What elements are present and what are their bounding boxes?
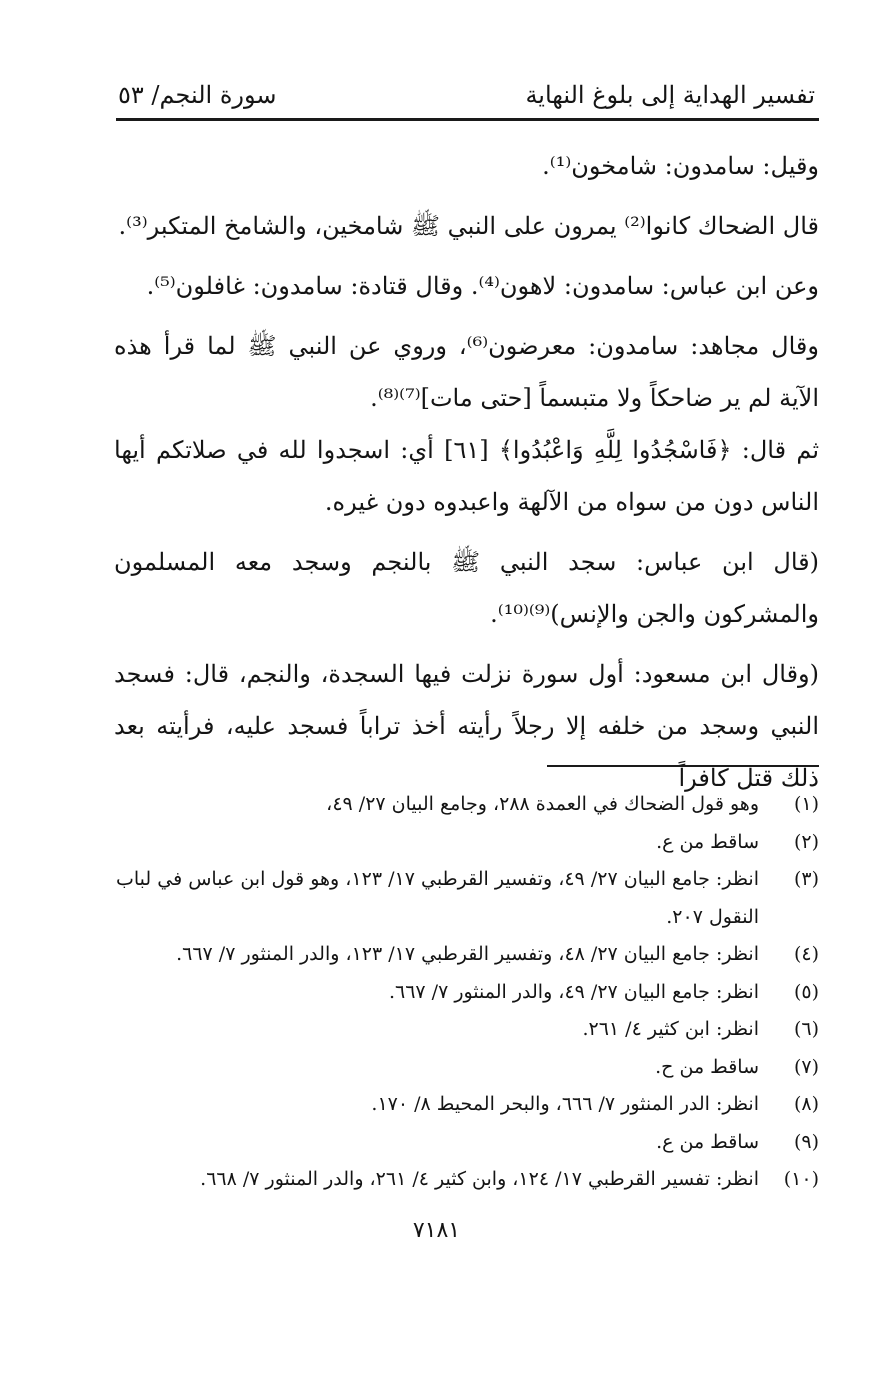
paragraph: وعن ابن عباس: سامدون: لاهون⁽⁴⁾. وقال قتادة: سامدون: غافلون⁽⁵⁾. <box>146 272 819 300</box>
footnote-item <box>116 1086 819 1124</box>
footnote-item <box>116 936 819 974</box>
footnote-text: وهو قول الضحاك في العمدة ٢٨٨، وجامع البيان ٢٧/ ٤٩، <box>326 793 759 815</box>
footnote-number: (٦) <box>793 1018 819 1040</box>
main-text <box>114 140 819 804</box>
paragraph: ثم قال: ﴿فَاسْجُدُوا لِلَّهِ وَاعْبُدُوا﴾ [٦١] أي: اسجدوا لله في صلاتكم أيها الناس دون من سواه من الآلهة واعبدوه دون غيره. <box>114 436 819 516</box>
running-header-title: تفسير الهداية إلى بلوغ النهاية <box>525 81 815 109</box>
paragraph: وقيل: سامدون: شامخون⁽¹⁾. <box>542 152 819 180</box>
paragraph: (وقال ابن مسعود: أول سورة نزلت فيها السجدة، والنجم، قال: فسجد النبي وسجد من خلفه إلا رجلاً رأيته أخذ تراباً فسجد عليه، فرأيته بعد ذلك قتل كافراً <box>114 660 819 792</box>
footnote-item <box>116 824 819 862</box>
footnote-item <box>116 861 819 936</box>
footnote-text: انظر: جامع البيان ٢٧/ ٤٩، والدر المنثور ٧/ ٦٦٧. <box>388 980 759 1003</box>
footnote-number: (٩) <box>793 1130 819 1153</box>
footnote-number: (١٠) <box>783 1168 819 1190</box>
footnote-item <box>116 1161 819 1199</box>
paragraph: وقال مجاهد: سامدون: معرضون⁽⁶⁾، وروي عن النبي ﷺ لما قرأ هذه الآية لم ير ضاحكاً ولا متبسماً [حتى مات]⁽⁷⁾⁽⁸⁾. <box>114 332 819 412</box>
footnote-number: (٣) <box>793 868 819 890</box>
footnote-item <box>116 974 819 1012</box>
footnote-text: انظر: تفسير القرطبي ١٧/ ١٢٤، وابن كثير ٤/ ٢٦١، والدر المنثور ٧/ ٦٦٨. <box>200 1168 759 1190</box>
footnote-text: انظر: ابن كثير ٤/ ٢٦١. <box>582 1018 759 1040</box>
running-header-surah: سورة النجم/ ٥٣ <box>118 81 277 109</box>
footnote-number: (١) <box>793 793 819 815</box>
header-rule <box>116 118 819 121</box>
footnotes <box>116 786 819 1199</box>
footnote-text: انظر: جامع البيان ٢٧/ ٤٨، وتفسير القرطبي ١٧/ ١٢٣، والدر المنثور ٧/ ٦٦٧. <box>176 943 759 965</box>
footnote-text: انظر: جامع البيان ٢٧/ ٤٩، وتفسير القرطبي ١٧/ ١٢٣، وهو قول ابن عباس في لباب النقول ٢٠٧. <box>116 868 759 928</box>
footnote-number: (٧) <box>793 1055 819 1078</box>
footnote-item <box>116 1011 819 1049</box>
footnote-number: (٢) <box>793 830 819 853</box>
footnote-separator <box>547 765 819 767</box>
footnote-text: ساقط من ع. <box>656 1130 759 1153</box>
footnote-item <box>116 1124 819 1162</box>
paragraph: (قال ابن عباس: سجد النبي ﷺ بالنجم وسجد معه المسلمون والمشركون والجن والإنس)⁽⁹⁾⁽¹⁰⁾. <box>114 548 819 628</box>
page-number: ٧١٨١ <box>412 1218 461 1243</box>
footnote-text: ساقط من ح. <box>655 1055 759 1078</box>
footnote-number: (٨) <box>793 1093 819 1115</box>
footnote-item <box>116 786 819 824</box>
footnote-number: (٥) <box>793 980 819 1003</box>
paragraph: قال الضحاك كانوا⁽²⁾ يمرون على النبي ﷺ شامخين، والشامخ المتكبر⁽³⁾. <box>118 212 819 240</box>
footnote-text: انظر: الدر المنثور ٧/ ٦٦٦، والبحر المحيط ٨/ ١٧٠. <box>371 1093 759 1115</box>
footnote-number: (٤) <box>793 943 819 965</box>
footnote-item <box>116 1049 819 1087</box>
footnote-text: ساقط من ع. <box>656 830 759 853</box>
